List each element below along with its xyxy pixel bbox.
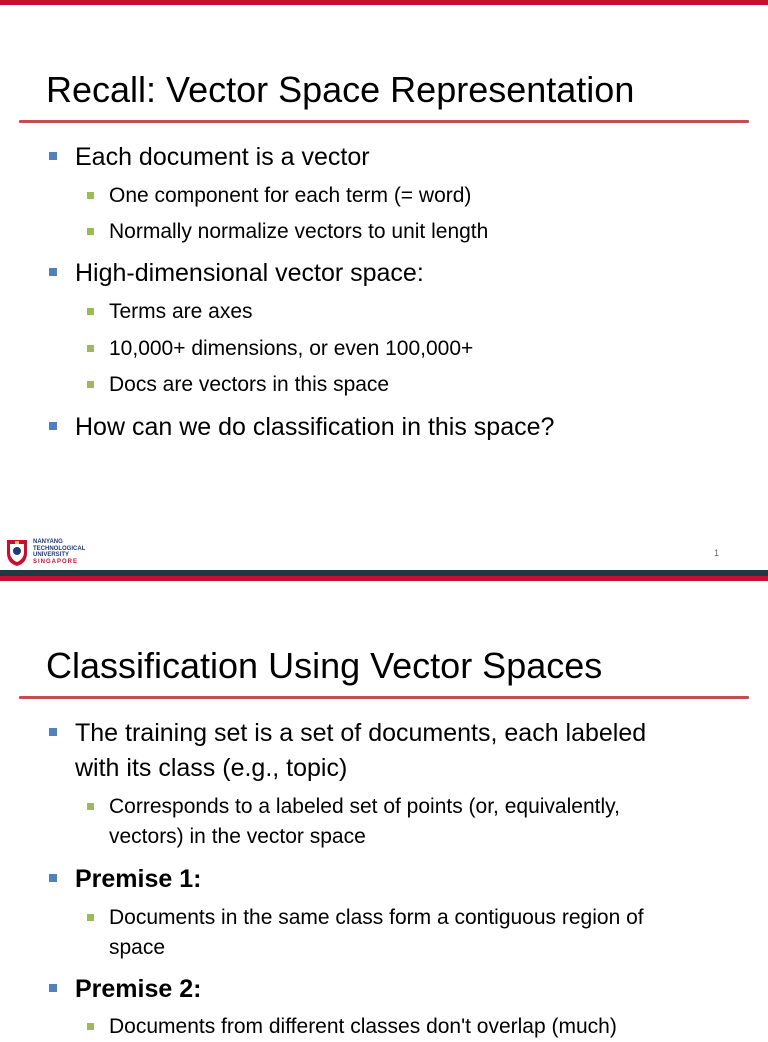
title-rule: [19, 120, 749, 123]
square-bullet-icon: [87, 803, 94, 810]
square-bullet-icon: [87, 914, 94, 921]
square-bullet-icon: [87, 345, 94, 352]
bullet-l1: [75, 410, 554, 444]
bullet-text: Terms are axes: [109, 300, 253, 323]
bullet-text: 10,000+ dimensions, or even 100,000+: [109, 337, 474, 360]
bullet-text: Each document is a vector: [75, 143, 370, 171]
logo-text: [33, 539, 85, 565]
square-bullet-icon: [49, 874, 57, 882]
bullet-l2-continuation: space: [109, 936, 166, 959]
bullet-l1: [75, 256, 424, 290]
logo-line: TECHNOLOGICAL: [33, 545, 86, 552]
square-bullet-icon: [49, 268, 57, 276]
bullet-text: Corresponds to a labeled set of points (or, equivalently,: [109, 795, 620, 818]
bullet-text: Docs are vectors in this space: [109, 373, 390, 396]
bullet-text: Normally normalize vectors to unit length: [109, 220, 489, 243]
logo-line: NANYANG: [33, 539, 63, 545]
logo-line: SINGAPORE: [33, 558, 79, 565]
bullet-text: Premise 1:: [75, 865, 202, 893]
square-bullet-icon: [49, 984, 57, 992]
square-bullet-icon: [87, 228, 94, 235]
bullet-l1: [75, 716, 646, 750]
bullet-l1: [75, 972, 201, 1006]
bullet-l1: [75, 862, 201, 896]
bullet-text: The training set is a set of documents, each labeled: [75, 719, 647, 747]
square-bullet-icon: [87, 308, 94, 315]
slide-title: Classification Using Vector Spaces: [46, 645, 603, 686]
square-bullet-icon: [87, 192, 94, 199]
title-rule: [19, 696, 749, 699]
bullet-l2: [109, 903, 644, 933]
bullet-l2: [109, 792, 620, 822]
bullet-l2: [109, 181, 471, 211]
bullet-text: Documents from different classes don't overlap (much): [109, 1015, 617, 1038]
square-bullet-icon: [49, 422, 57, 430]
square-bullet-icon: [49, 152, 57, 160]
bullet-text: Premise 2:: [75, 975, 202, 1003]
bullet-l1-continuation: with its class (e.g., topic): [75, 754, 348, 782]
top-accent-bar: [0, 0, 768, 5]
university-logo: [5, 537, 95, 569]
bullet-l2-continuation: vectors) in the vector space: [109, 825, 366, 848]
slide-2: [0, 576, 768, 1038]
bullet-text: One component for each term (= word): [109, 184, 472, 207]
crest-icon: [5, 537, 29, 567]
bullet-l2: [109, 334, 473, 364]
bullet-l1: [75, 140, 370, 174]
bullet-l2: [109, 370, 389, 400]
square-bullet-icon: [87, 1023, 94, 1030]
bullet-l2: [109, 217, 488, 247]
square-bullet-icon: [87, 381, 94, 388]
bullet-l2-cut-off: [109, 1012, 617, 1042]
square-bullet-icon: [49, 728, 57, 736]
page-number: 1: [714, 548, 720, 558]
logo-line: UNIVERSITY: [33, 552, 70, 558]
bullet-text: How can we do classification in this space?: [75, 413, 555, 441]
bullet-l2: [109, 297, 253, 327]
top-accent-bar: [0, 576, 768, 581]
bullet-text: High-dimensional vector space:: [75, 259, 424, 287]
slide-title: Recall: Vector Space Representation: [46, 69, 635, 110]
bullet-text: Documents in the same class form a contiguous region of: [109, 906, 644, 929]
